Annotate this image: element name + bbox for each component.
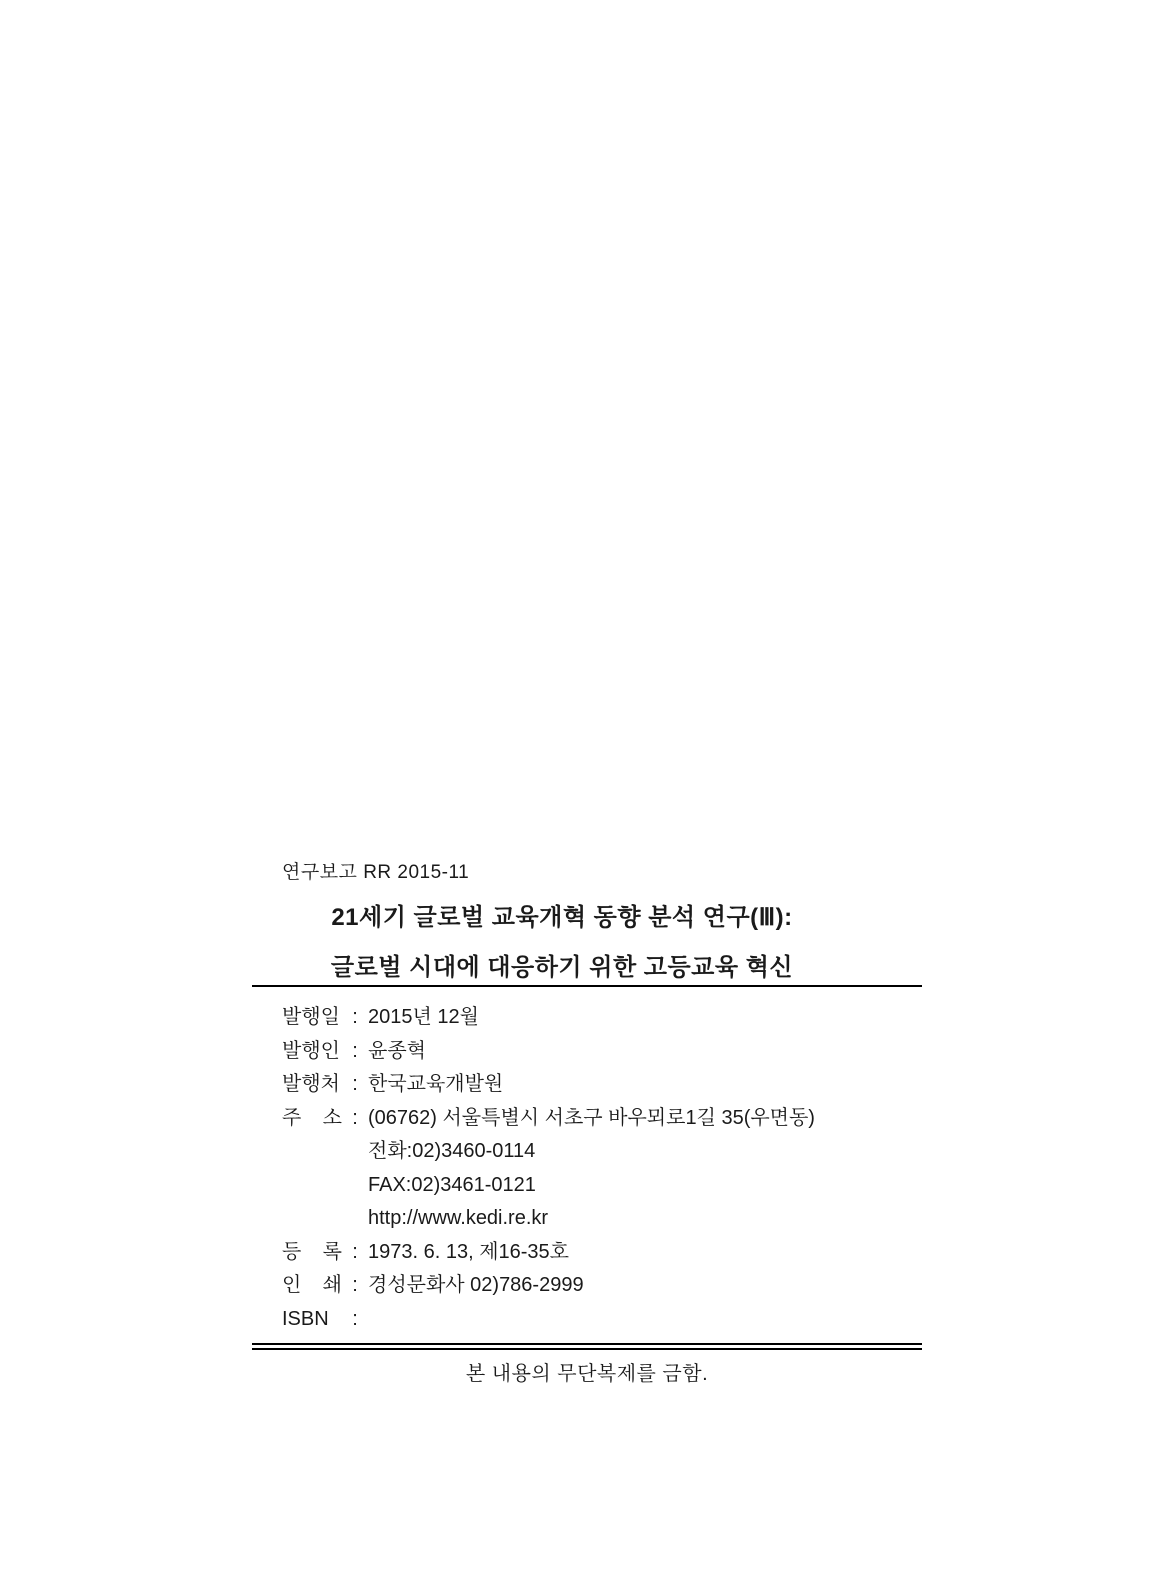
colophon-row-fax	[282, 1169, 815, 1203]
row-value: 윤종혁	[368, 1039, 426, 1062]
row-label: 발행처	[282, 1073, 340, 1095]
row-separator: :	[352, 1240, 358, 1263]
row-value: http://www.kedi.re.kr	[368, 1207, 549, 1229]
row-separator: :	[352, 1073, 358, 1095]
colophon-row-printer	[282, 1269, 815, 1303]
row-value: 2015년 12월	[368, 1006, 479, 1028]
colophon-row-address	[282, 1102, 815, 1136]
colophon-row-publish-date	[282, 1001, 815, 1035]
row-value: 1973. 6. 13, 제16-35호	[368, 1240, 569, 1263]
colophon-row-registration	[282, 1236, 815, 1270]
row-value: 한국교육개발원	[368, 1073, 504, 1095]
report-title-line1: 21세기 글로벌 교육개혁 동향 분석 연구(Ⅲ):	[331, 904, 793, 931]
colophon-row-publisher-org	[282, 1068, 815, 1102]
copy-prohibition-note: 본 내용의 무단복제를 금함.	[465, 1363, 709, 1385]
row-label	[282, 1135, 342, 1169]
row-separator: :	[352, 1039, 358, 1062]
row-separator	[342, 1169, 368, 1203]
row-label	[282, 1169, 342, 1203]
row-separator: :	[352, 1307, 358, 1330]
row-value: FAX:02)3461-0121	[368, 1173, 536, 1196]
row-value: (06762) 서울특별시 서초구 바우뫼로1길 35(우면동)	[368, 1106, 815, 1129]
colophon-row-website	[282, 1202, 815, 1236]
row-label: 인 쇄	[282, 1274, 342, 1296]
row-separator: :	[352, 1006, 358, 1028]
report-number: 연구보고 RR 2015-11	[282, 862, 470, 883]
row-label: ISBN	[282, 1307, 329, 1330]
row-label: 발행인	[282, 1039, 340, 1062]
row-separator	[342, 1202, 368, 1236]
row-separator: :	[352, 1274, 358, 1296]
report-title-line2: 글로벌 시대에 대응하기 위한 고등교육 혁신	[330, 954, 794, 981]
colophon-row-phone	[282, 1135, 815, 1169]
row-label: 등 록	[282, 1240, 342, 1263]
footer-divider-double-line	[252, 1343, 922, 1350]
row-value: 전화:02)3460-0114	[368, 1140, 536, 1162]
row-value: 경성문화사 02)786-2999	[368, 1274, 584, 1296]
row-value	[368, 1303, 815, 1337]
row-separator: :	[352, 1106, 358, 1129]
row-label: 주 소	[282, 1106, 342, 1129]
colophon-row-publisher-person	[282, 1035, 815, 1069]
title-divider-line	[252, 985, 922, 987]
colophon-block	[282, 1001, 815, 1336]
row-separator	[342, 1135, 368, 1169]
colophon-row-isbn	[282, 1303, 815, 1337]
row-label: 발행일	[282, 1006, 340, 1028]
row-label	[282, 1202, 342, 1236]
